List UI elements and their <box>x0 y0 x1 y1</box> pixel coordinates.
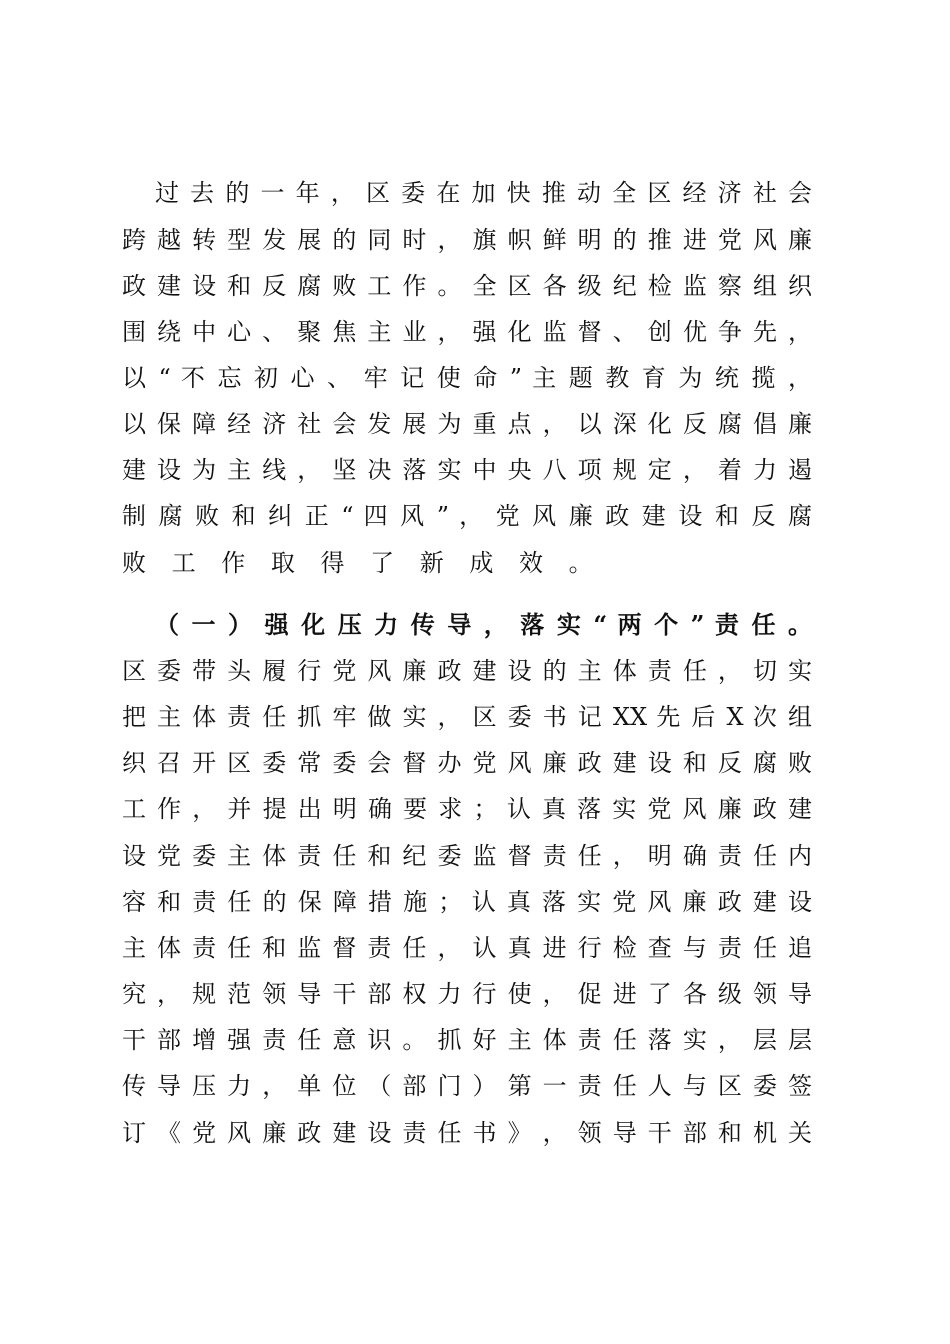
paragraph-2-line-9: 干 部 增 强 责 任 意 识 。 抓 好 主 体 责 任 落 实 ， 层 层 <box>122 1026 812 1054</box>
paragraph-1-line-9: 败 工 作 取 得 了 新 成 效 。 <box>122 549 602 577</box>
paragraph-1-line-7: 建 设 为 主 线 ， 坚 决 落 实 中 央 八 项 规 定 ， 着 力 遏 <box>122 456 812 484</box>
paragraph-2-line-2: 把 主 体 责 任 抓 牢 做 实 ， 区 委 书 记 XX 先 后 X 次 组 <box>122 703 812 731</box>
paragraph-1-line-5: 以 “ 不 忘 初 心 、 牢 记 使 命 ” 主 题 教 育 为 统 揽 ， <box>122 364 812 392</box>
paragraph-2-line-7: 主 体 责 任 和 监 督 责 任 ， 认 真 进 行 检 查 与 责 任 追 <box>122 934 812 962</box>
paragraph-1-line-6: 以 保 障 经 济 社 会 发 展 为 重 点 ， 以 深 化 反 腐 倡 廉 <box>122 410 812 438</box>
paragraph-1-line-8: 制 腐 败 和 纠 正 “ 四 风 ” ， 党 风 廉 政 建 设 和 反 腐 <box>122 502 812 530</box>
section-heading: （ 一 ） 强 化 压 力 传 导 ， 落 实 “ 两 个 ” 责 任 。 <box>155 610 812 639</box>
paragraph-2-line-6: 容 和 责 任 的 保 障 措 施 ； 认 真 落 实 党 风 廉 政 建 设 <box>122 888 812 916</box>
paragraph-1-line-3: 政 建 设 和 反 腐 败 工 作 。 全 区 各 级 纪 检 监 察 组 织 <box>122 272 812 300</box>
paragraph-1-line-1: 过 去 的 一 年 ， 区 委 在 加 快 推 动 全 区 经 济 社 会 <box>155 179 812 207</box>
paragraph-2-line-8: 究 ， 规 范 领 导 干 部 权 力 行 使 ， 促 进 了 各 级 领 导 <box>122 980 812 1008</box>
paragraph-2-line-11: 订 《 党 风 廉 政 建 设 责 任 书 》 ， 领 导 干 部 和 机 关 <box>122 1119 812 1147</box>
paragraph-2-line-5: 设 党 委 主 体 责 任 和 纪 委 监 督 责 任 ， 明 确 责 任 内 <box>122 842 812 870</box>
paragraph-1-line-2: 跨 越 转 型 发 展 的 同 时 ， 旗 帜 鲜 明 的 推 进 党 风 廉 <box>122 226 812 254</box>
paragraph-2-line-4: 工 作 ， 并 提 出 明 确 要 求 ； 认 真 落 实 党 风 廉 政 建 <box>122 795 812 823</box>
paragraph-2-line-1: 区 委 带 头 履 行 党 风 廉 政 建 设 的 主 体 责 任 ， 切 实 <box>122 657 812 685</box>
paragraph-2-line-10: 传 导 压 力 ， 单 位 （ 部 门 ） 第 一 责 任 人 与 区 委 签 <box>122 1072 812 1100</box>
paragraph-2-line-3: 织 召 开 区 委 常 委 会 督 办 党 风 廉 政 建 设 和 反 腐 败 <box>122 749 812 777</box>
paragraph-1-line-4: 围 绕 中 心 、 聚 焦 主 业 ， 强 化 监 督 、 创 优 争 先 ， <box>122 318 812 346</box>
